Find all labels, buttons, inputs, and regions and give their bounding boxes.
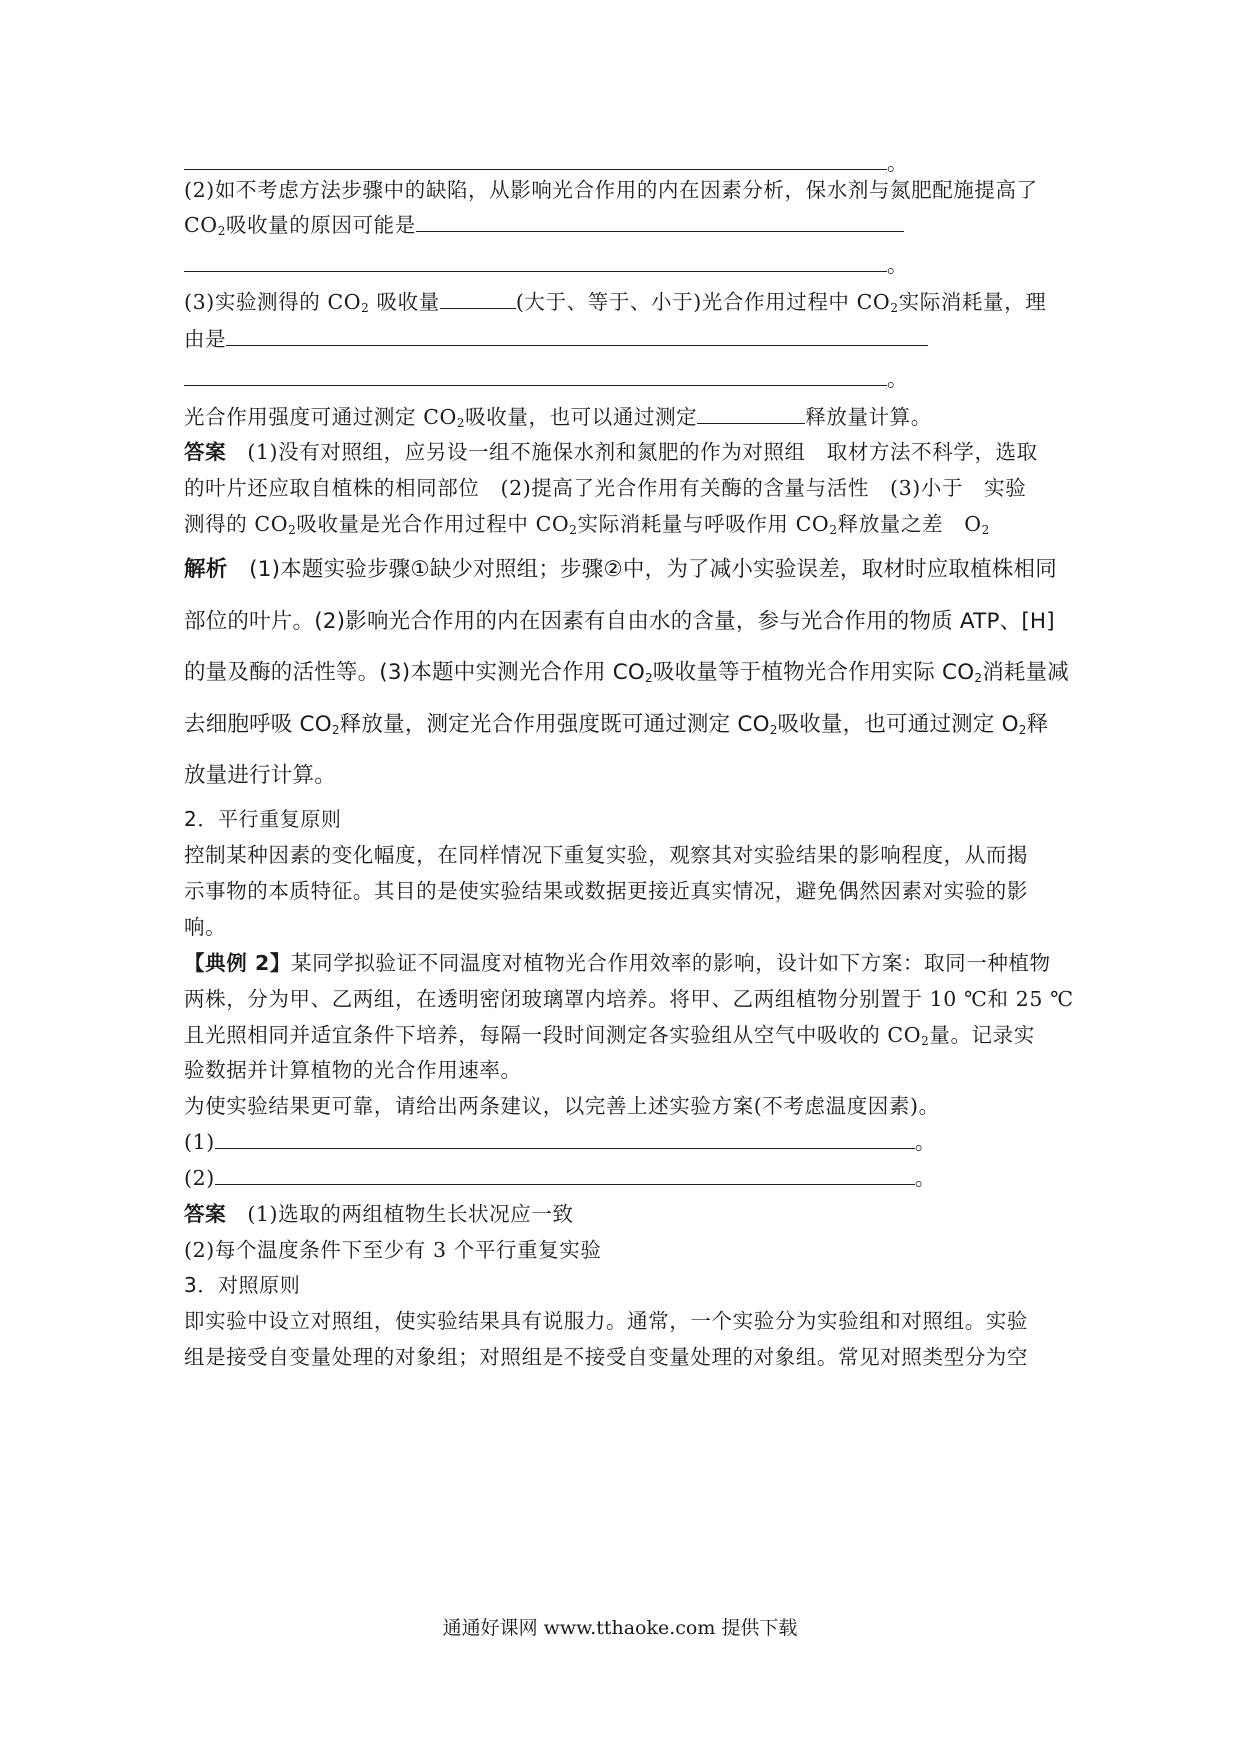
analysis-1-line-2: 部位的叶片。(2)影响光合作用的内在因素有自由水的含量，参与光合作用的物质 ATP、[H] <box>184 609 1055 634</box>
example-2-blank-2: (2) 。 <box>184 1166 936 1190</box>
answer-2-line-1: 答案 (1)选取的两组植物生长状况应一致 <box>184 1202 574 1226</box>
question-2-line-2: $CO_2$吸收量的原因可能是 <box>184 210 1064 240</box>
page-footer: 通通好课网 www.tthaoke.com 提供下载 <box>442 1617 798 1639</box>
answer-2-line-2: (2)每个温度条件下至少有 3 个平行重复实验 <box>184 1238 602 1262</box>
example-2-blank-1: (1) 。 <box>184 1130 936 1154</box>
section-2-para-line-1: 控制某种因素的变化幅度，在同样情况下重复实验，观察其对实验结果的影响程度，从而揭 <box>184 843 1028 867</box>
question-3-line-1: (3)实验测得的 $CO_2$ 吸收量 (大于、等于、小于)光合作用过程中 $CO_2$实际消耗量，理 <box>184 290 1047 315</box>
question-2-line-3: 。 <box>184 250 1064 280</box>
fill-blank[interactable] <box>184 367 887 386</box>
question-2-line-1: (2)如不考虑方法步骤中的缺陷，从影响光合作用的内在因素分析，保水剂与氮肥配施提高了 <box>184 178 1038 202</box>
example-2-line-5: 为使实验结果更可靠，请给出两条建议，以完善上述实验方案(不考虑温度因素)。 <box>184 1094 940 1118</box>
answer-1-line-1: 答案 (1)没有对照组，应另设一组不施保水剂和氮肥的作为对照组 取材方法不科学，选取 <box>184 440 1038 464</box>
answer-label: 答案 <box>184 440 227 464</box>
section-3-para-line-1: 即实验中设立对照组，使实验结果具有说服力。通常，一个实验分为实验组和对照组。实验 <box>184 1309 1028 1333</box>
fill-blank[interactable] <box>440 290 516 309</box>
fill-blank[interactable] <box>697 405 805 424</box>
question-3-line-2: 由是 <box>184 324 1064 354</box>
example-2-line-4: 验数据并计算植物的光合作用速率。 <box>184 1058 522 1082</box>
fill-blank[interactable] <box>215 1130 915 1149</box>
analysis-1-line-4: 去细胞呼吸 $CO_2$释放量，测定光合作用强度既可通过测定 $CO_2$吸收量，也可通过测定 $O_2$释 <box>184 712 1049 737</box>
example-2-line-1: 【典例 2】某同学拟验证不同温度对植物光合作用效率的影响，设计如下方案：取同一种植物 <box>184 951 1051 975</box>
fill-blank[interactable] <box>215 1166 915 1185</box>
question-4: 光合作用强度可通过测定 $CO_2$吸收量，也可以通过测定 释放量计算。 <box>184 405 932 430</box>
section-3-para-line-2: 组是接受自变量处理的对象组；对照组是不接受自变量处理的对象组。常见对照类型分为空 <box>184 1345 1028 1369</box>
fill-blank[interactable] <box>184 253 887 272</box>
analysis-1-line-3: 的量及酶的活性等。(3)本题中实测光合作用 $CO_2$吸收量等于植物光合作用实际 $CO_2$消耗量减 <box>184 660 1070 685</box>
answer-blank-line: 。 <box>184 148 1064 178</box>
section-2-para-line-2: 示事物的本质特征。其目的是使实验结果或数据更接近真实情况，避免偶然因素对实验的影 <box>184 879 1028 903</box>
analysis-1-line-1: 解析 (1)本题实验步骤①缺少对照组；步骤②中，为了减小实验误差，取材时应取植株相同 <box>184 557 1057 582</box>
example-2-line-3: 且光照相同并适宜条件下培养，每隔一段时间测定各实验组从空气中吸收的 $CO_2$量。记录实 <box>184 1023 1035 1048</box>
answer-label: 答案 <box>184 1202 227 1226</box>
fill-blank[interactable] <box>226 327 928 346</box>
fill-blank[interactable] <box>184 151 887 170</box>
section-3-heading: 3．对照原则 <box>184 1273 301 1297</box>
answer-1-line-2: 的叶片还应取自植株的相同部位 (2)提高了光合作用有关酶的含量与活性 (3)小于 实验 <box>184 476 1027 500</box>
fill-blank[interactable] <box>416 213 904 232</box>
answer-1-line-3: 测得的 $CO_2$吸收量是光合作用过程中 $CO_2$实际消耗量与呼吸作用 $CO_2$释放量之差 $O_2$ <box>184 512 990 537</box>
analysis-label: 解析 <box>184 557 228 582</box>
analysis-1-line-5: 放量进行计算。 <box>184 763 336 788</box>
section-2-para-line-3: 响。 <box>184 915 227 939</box>
question-3-line-3: 。 <box>184 364 1064 394</box>
section-2-heading: 2．平行重复原则 <box>184 807 342 831</box>
example-2-line-2: 两株，分为甲、乙两组，在透明密闭玻璃罩内培养。将甲、乙两组植物分别置于 10 ℃和 25 ℃ <box>184 987 1074 1011</box>
example-tag: 【典例 2】 <box>184 951 292 975</box>
